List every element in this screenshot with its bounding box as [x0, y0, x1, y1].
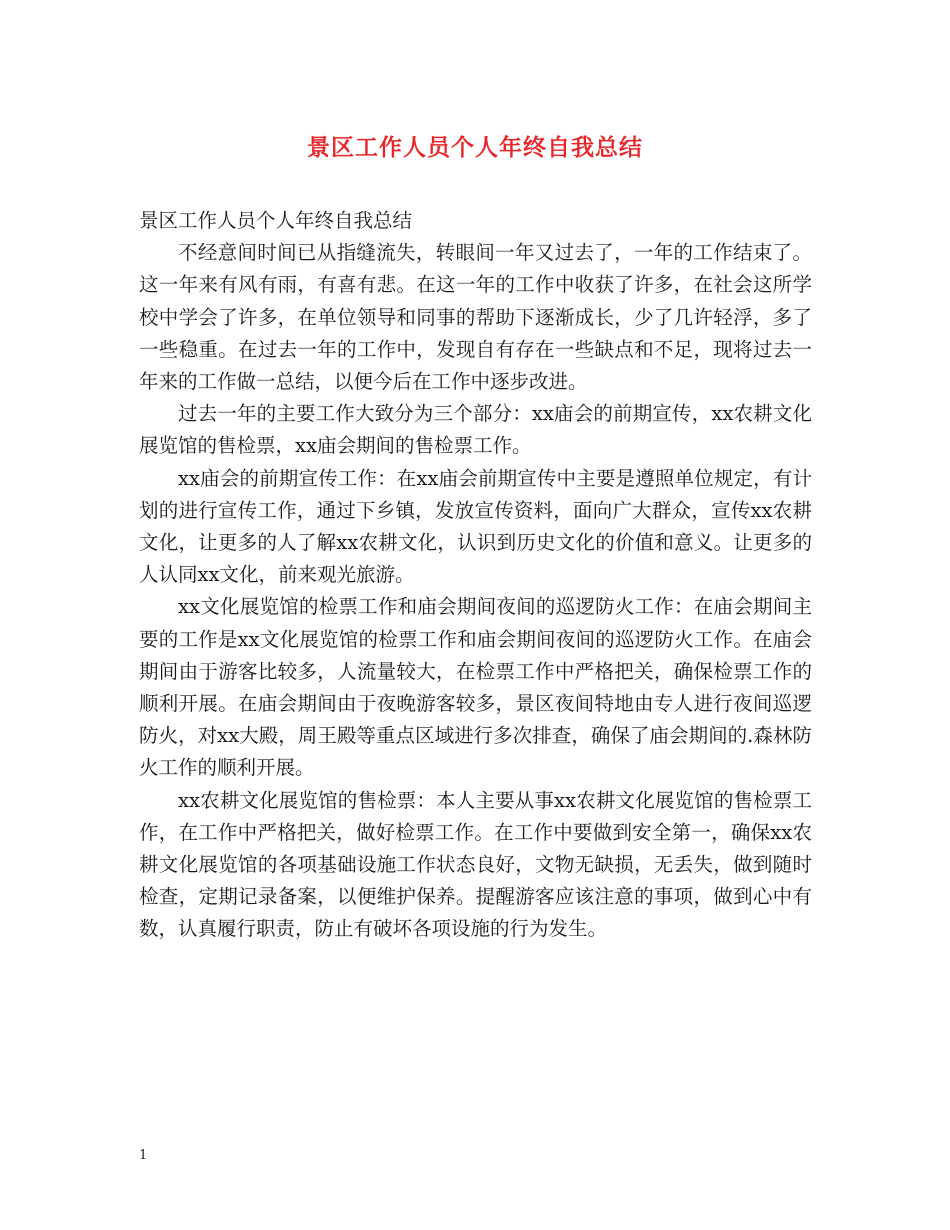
- paragraph-work-overview: 过去一年的主要工作大致分为三个部分：xx庙会的前期宣传，xx农耕文化展览馆的售检票，xx庙会期间的售检票工作。: [139, 402, 812, 458]
- document-title: 景区工作人员个人年终自我总结: [307, 134, 643, 161]
- paragraph-temple-fair-promotion: xx庙会的前期宣传工作：在xx庙会前期宣传中主要是遵照单位规定，有计划的进行宣传工作，通过下乡镇，发放宣传资料，面向广大群众，宣传xx农耕文化，让更多的人了解xx农耕文化，认识到历史文化的价值和意义。让更多的人认同xx文化，前来观光旅游。: [139, 466, 812, 587]
- document-body: [139, 205, 812, 946]
- document-subtitle: 景区工作人员个人年终自我总结: [139, 209, 413, 232]
- paragraph-intro: 不经意间时间已从指缝流失，转眼间一年又过去了，一年的工作结束了。这一年来有风有雨，有喜有悲。在这一年的工作中收获了许多，在社会这所学校中学会了许多，在单位领导和同事的帮助下逐渐成长，少了几许轻浮，多了一些稳重。在过去一年的工作中，发现自有存在一些缺点和不足，现将过去一年来的工作做一总结，以便今后在工作中逐步改进。: [139, 241, 812, 394]
- paragraph-farming-museum-ticketing: xx农耕文化展览馆的售检票：本人主要从事xx农耕文化展览馆的售检票工作，在工作中严格把关，做好检票工作。在工作中要做到安全第一，确保xx农耕文化展览馆的各项基础设施工作状态良好，文物无缺损，无丢失，做到随时检查，定期记录备案，以便维护保养。提醒游客应该注意的事项，做到心中有数，认真履行职责，防止有破坏各项设施的行为发生。: [139, 788, 812, 941]
- page-number: 1: [139, 1148, 148, 1163]
- paragraph-ticket-checking-fire-patrol: xx文化展览馆的检票工作和庙会期间夜间的巡逻防火工作：在庙会期间主要的工作是xx文化展览馆的检票工作和庙会期间夜间的巡逻防火工作。在庙会期间由于游客比较多，人流量较大，在检票工作中严格把关，确保检票工作的顺利开展。在庙会期间由于夜晚游客较多，景区夜间特地由专人进行夜间巡逻防火，对xx大殿，周王殿等重点区域进行多次排查，确保了庙会期间的.森林防火工作的顺利开展。: [139, 595, 812, 780]
